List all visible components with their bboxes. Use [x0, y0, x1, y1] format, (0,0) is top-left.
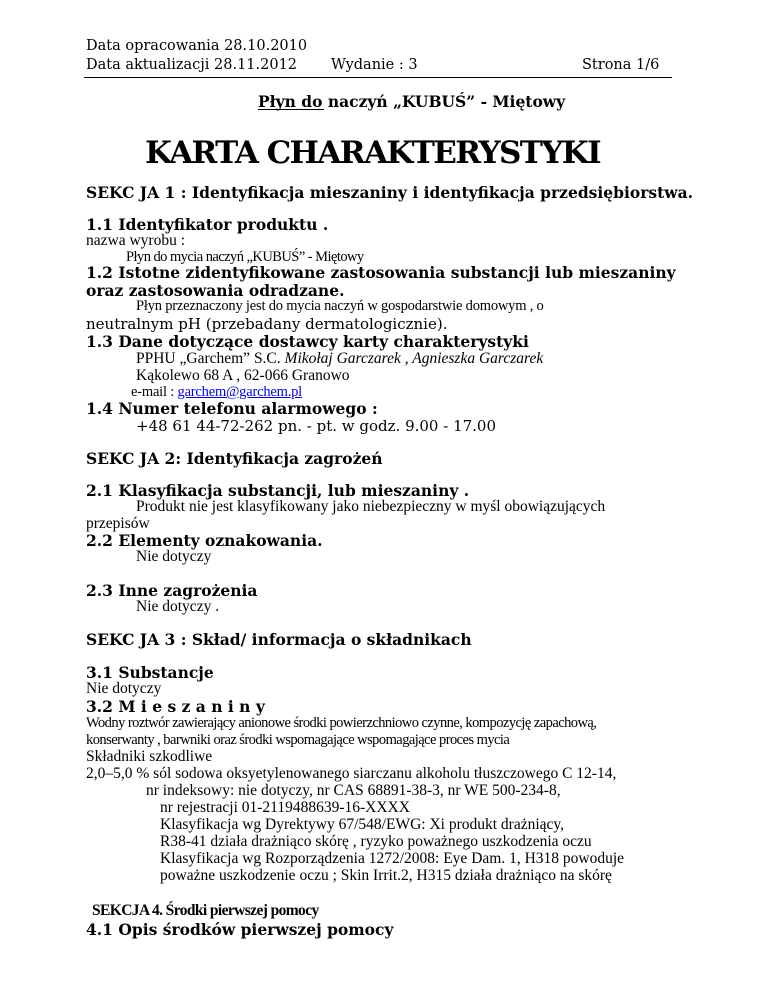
emergency-phone: +48 61 44-72-262 pn. - pt. w godz. 9.00 - 17.00	[136, 417, 497, 435]
heading-3-2: 3.2 M i e s z a n i n y	[86, 697, 265, 716]
heading-2-3: 2.3 Inne zagrożenia	[86, 581, 258, 600]
email-label: e-mail :	[131, 384, 178, 400]
product-title: Płyn do naczyń „KUBUŚ” - Miętowy	[258, 92, 566, 111]
component-line6: Klasyfikacja wg Rozporządzenia 1272/2008: Eye Dam. 1, H318 powoduje	[160, 850, 625, 867]
heading-1-4: 1.4 Numer telefonu alarmowego :	[86, 399, 378, 418]
mixture-desc-line2: konserwanty , barwniki oraz środki wspomagające wspomagające proces mycia	[86, 732, 510, 748]
email-link[interactable]: garchem@garchem.pl	[177, 384, 303, 400]
intended-use-line1: Płyn przeznaczony jest do mycia naczyń w gospodarstwie domowym , o	[136, 298, 544, 314]
date-updated: Data aktualizacji 28.11.2012	[86, 57, 298, 73]
heading-1-3: 1.3 Dane dotyczące dostawcy karty charakterystyki	[86, 332, 529, 351]
product-name-label: nazwa wyrobu :	[86, 232, 185, 249]
classification-line1: Produkt nie jest klasyfikowany jako niebezpieczny w myśl obowiązujących	[136, 498, 606, 515]
supplier-names: Mikołaj Garczarek , Agnieszka Garczarek	[284, 350, 544, 367]
doc-title: KARTA CHARAKTERYSTYKI	[145, 135, 601, 171]
heading-2-2: 2.2 Elementy oznakowania.	[86, 531, 323, 550]
supplier-prefix: PPHU „Garchem” S.C.	[136, 350, 285, 367]
label-elements-value: Nie dotyczy	[136, 548, 212, 565]
component-line3: nr rejestracji 01-2119488639-16-XXXX	[160, 799, 410, 816]
section-3-heading: SEKC JA 3 : Skład/ informacja o składnikach	[86, 630, 472, 649]
heading-4-1: 4.1 Opis środków pierwszej pomocy	[86, 920, 394, 939]
heading-1-1: 1.1 Identyfikator produktu .	[86, 215, 329, 234]
classification-line2: przepisów	[86, 515, 150, 532]
mixture-desc-line1: Wodny roztwór zawierający anionowe środki powierzchniowo czynne, kompozycję zapachową,	[86, 715, 597, 731]
section-4-heading: SEKCJA 4. Środki pierwszej pomocy	[92, 902, 319, 919]
heading-1-2-line2: oraz zastosowania odradzane.	[86, 281, 345, 300]
supplier-address: Kąkolewo 68 A , 62-066 Granowo	[136, 367, 350, 384]
heading-2-1: 2.1 Klasyfikacja substancji, lub mieszaniny .	[86, 481, 470, 500]
product-name-value: Płyn do mycia naczyń „KUBUŚ” - Miętowy	[126, 249, 364, 265]
component-line4: Klasyfikacja wg Dyrektywy 67/548/EWG: Xi produkt drażniący,	[160, 816, 565, 833]
page-number: Strona 1/6	[582, 57, 660, 73]
harmful-components-label: Składniki szkodliwe	[86, 748, 213, 765]
product-title-underline	[258, 109, 324, 110]
intended-use-line2: neutralnym pH (przebadany dermatologicznie).	[86, 315, 448, 333]
component-line5: R38-41 działa drażniąco skórę , ryzyko poważnego uszkodzenia oczu	[160, 833, 592, 850]
header-rule	[84, 77, 672, 78]
substances-value: Nie dotyczy	[86, 680, 162, 697]
other-hazards-value: Nie dotyczy .	[136, 598, 220, 615]
section-1-heading: SEKC JA 1 : Identyfikacja mieszaniny i identyfikacja przedsiębiorstwa.	[86, 183, 694, 202]
section-2-heading: SEKC JA 2: Identyfikacja zagrożeń	[86, 449, 383, 468]
date-created: Data opracowania 28.10.2010	[86, 38, 308, 54]
component-line2: nr indeksowy: nie dotyczy, nr CAS 68891-38-3, nr WE 500-234-8,	[146, 782, 561, 799]
edition-number: Wydanie : 3	[331, 57, 418, 73]
heading-3-1: 3.1 Substancje	[86, 663, 214, 682]
component-line7: poważne uszkodzenie oczu ; Skin Irrit.2, H315 działa drażniąco na skórę	[160, 867, 612, 884]
component-line1: 2,0–5,0 % sól sodowa oksyetylenowanego siarczanu alkoholu tłuszczowego C 12-14,	[86, 765, 617, 782]
heading-1-2-line1: 1.2 Istotne zidentyfikowane zastosowania substancji lub mieszaniny	[86, 263, 676, 282]
supplier-company	[136, 350, 543, 368]
